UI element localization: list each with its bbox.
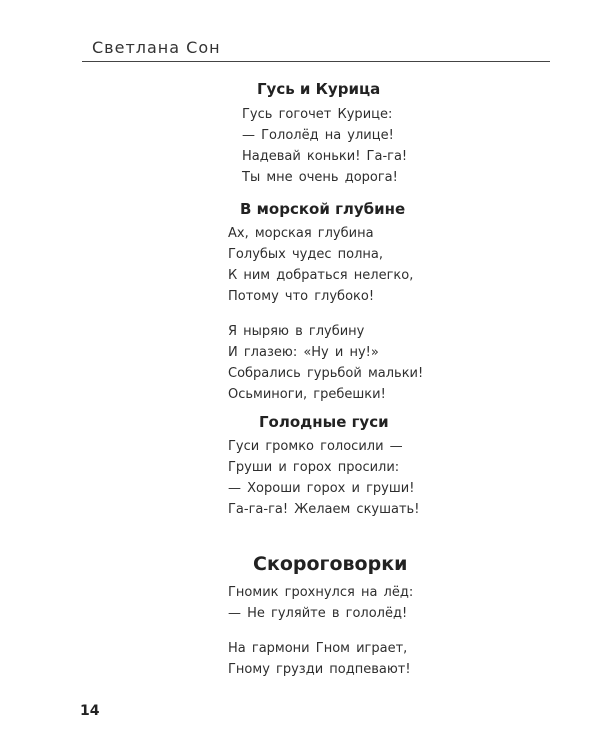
twister-line: — Не гуляйте в гололёд!	[228, 606, 408, 621]
poem-line: К ним добраться нелегко,	[228, 268, 414, 283]
poem-line: Потому что глубоко!	[228, 289, 375, 304]
twister-line: Гному грузди подпевают!	[228, 662, 411, 677]
poem-line: — Гололёд на улице!	[242, 128, 394, 143]
poem-line: Груши и горох просили:	[228, 460, 400, 475]
twister-line: Гномик грохнулся на лёд:	[228, 585, 414, 600]
poem-line: Ты мне очень дорога!	[242, 170, 398, 185]
poem-line: И глазею: «Ну и ну!»	[228, 345, 379, 360]
poem-line: — Хороши горох и груши!	[228, 481, 415, 496]
twister-line: На гармони Гном играет,	[228, 641, 408, 656]
poem-line: Ах, морская глубина	[228, 226, 374, 241]
poem-line: Гусь гогочет Курице:	[242, 107, 393, 122]
poem-line: Я ныряю в глубину	[228, 324, 365, 339]
poem-line: Надевай коньки! Га-га!	[242, 149, 408, 164]
poem-title: Голодные гуси	[259, 413, 389, 431]
poem-line: Гуси громко голосили —	[228, 439, 403, 454]
poem-line: Га-га-га! Желаем скушать!	[228, 502, 420, 517]
poem-title: Гусь и Курица	[257, 80, 381, 98]
page-number: 14	[80, 703, 100, 719]
poem-line: Голубых чудес полна,	[228, 247, 383, 262]
running-header-author: Светлана Сон	[92, 38, 221, 57]
poem-title: В морской глубине	[240, 200, 406, 218]
section-title: Скороговорки	[253, 553, 408, 575]
poem-line: Собрались гурьбой мальки!	[228, 366, 424, 381]
poem-line: Осьминоги, гребешки!	[228, 387, 386, 402]
header-divider	[82, 61, 550, 62]
